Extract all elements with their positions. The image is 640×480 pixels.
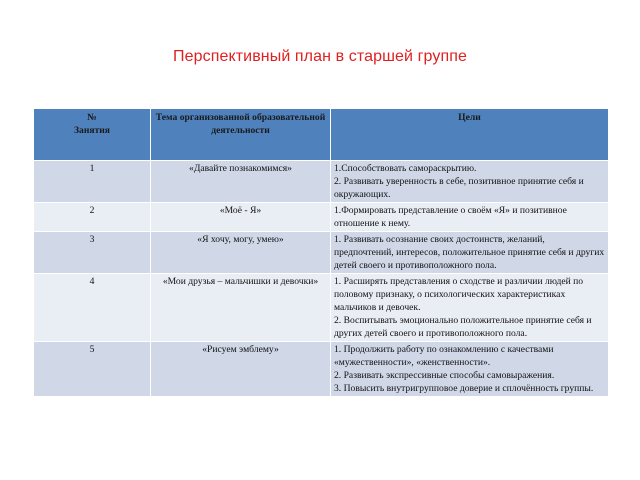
table-row	[34, 203, 609, 232]
lesson-topic: «Мои друзья – мальчишки и девочки»	[151, 274, 331, 342]
goal-item: 1. Расширять представления о сходстве и различии людей по половому признаку, о психологических характеристиках мальчиков и девочек.	[334, 276, 584, 313]
goal-item: 3. Повысить внутригрупповое доверие и сплочённость группы.	[334, 383, 594, 394]
lesson-topic: «Давайте познакомимся»	[151, 161, 331, 203]
table-header-row	[34, 109, 609, 161]
lesson-goals	[331, 342, 609, 397]
header-goals: Цели	[331, 109, 609, 161]
goal-item: 1. Развивать осознание своих достоинств, желаний, предпочтений, интересов, положительное принятие себя и других детей своего и противоположного пола.	[334, 234, 605, 271]
table-row	[34, 161, 609, 203]
lesson-topic: «Моё - Я»	[151, 203, 331, 232]
goal-item: 2. Развивать экспрессивные способы самовыражения.	[334, 370, 555, 381]
table-row	[34, 342, 609, 397]
lesson-topic: «Я хочу, могу, умею»	[151, 232, 331, 274]
header-topic: Тема организованной образовательной деятельности	[151, 109, 331, 161]
lesson-goals	[331, 161, 609, 203]
goal-item: 2. Развивать уверенность в себе, позитивное принятие себя и окружающих.	[334, 176, 584, 200]
header-num-symbol: №	[87, 112, 97, 123]
table-row	[34, 274, 609, 342]
lesson-number: 2	[34, 203, 151, 232]
lesson-goals	[331, 274, 609, 342]
lesson-number: 1	[34, 161, 151, 203]
goal-item: 1.Формировать представление о своём «Я» и позитивное отношение к нему.	[334, 205, 567, 229]
table-row	[34, 232, 609, 274]
lesson-number: 3	[34, 232, 151, 274]
goal-item: 1.Способствовать самораскрытию.	[334, 163, 477, 174]
lesson-goals	[331, 232, 609, 274]
lesson-topic: «Рисуем эмблему»	[151, 342, 331, 397]
lesson-number: 4	[34, 274, 151, 342]
lesson-goals	[331, 203, 609, 232]
lesson-number: 5	[34, 342, 151, 397]
header-num-label: Занятия	[73, 125, 110, 136]
goal-item: 2. Воспитывать эмоционально положительное принятие себя и других детей своего и противоположного пола.	[334, 315, 592, 339]
goal-item: 1. Продолжить работу по ознакомлению с качествами «мужественности», «женственности».	[334, 344, 554, 368]
header-lesson-number	[34, 109, 151, 161]
page-title: Перспективный план в старшей группе	[173, 48, 467, 65]
plan-table	[33, 108, 609, 397]
